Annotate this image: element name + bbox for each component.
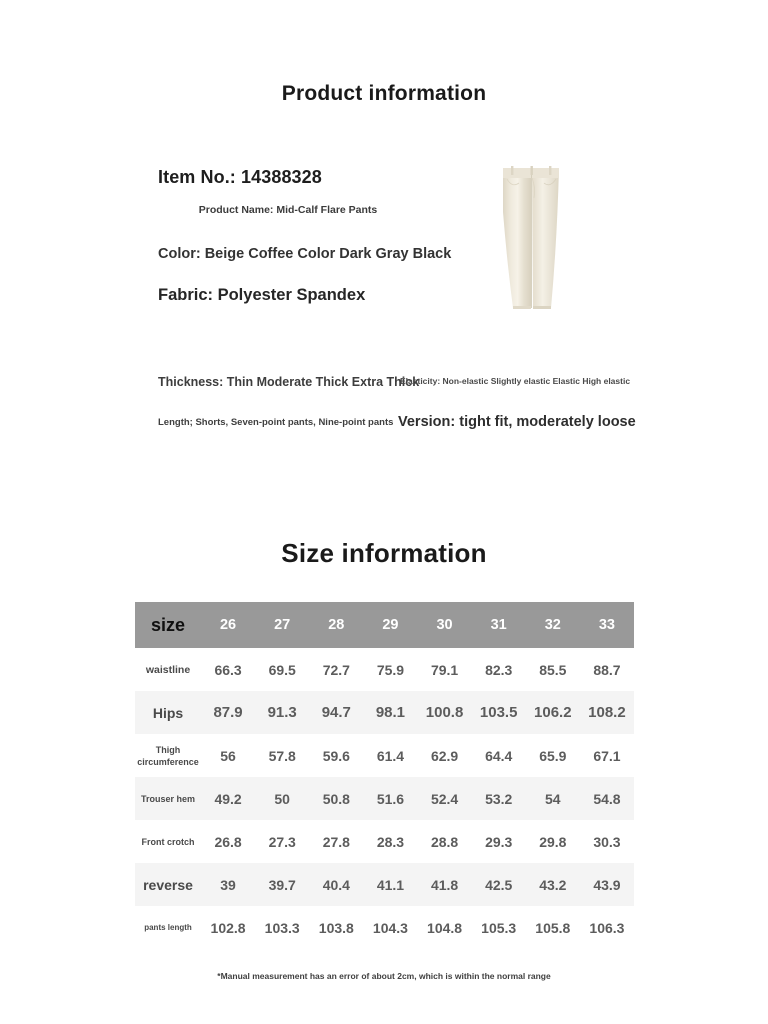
cell-waistline-30: 79.1 bbox=[418, 648, 472, 691]
cell-pants-length-28: 103.8 bbox=[309, 906, 363, 949]
cell-pants-length-27: 103.3 bbox=[255, 906, 309, 949]
cell-trouser-hem-31: 53.2 bbox=[472, 777, 526, 820]
row-label-reverse: reverse bbox=[135, 863, 201, 906]
header-cell-size-28: 28 bbox=[309, 602, 363, 648]
table-row bbox=[135, 777, 634, 820]
product-name: Product Name: Mid-Calf Flare Pants bbox=[198, 204, 378, 216]
cell-waistline-32: 85.5 bbox=[526, 648, 580, 691]
cell-reverse-33: 43.9 bbox=[580, 863, 634, 906]
cell-hips-33: 108.2 bbox=[580, 691, 634, 734]
row-label-pants-length: pants length bbox=[135, 906, 201, 949]
size-table-header bbox=[135, 602, 634, 648]
cell-reverse-30: 41.8 bbox=[418, 863, 472, 906]
cell-pants-length-33: 106.3 bbox=[580, 906, 634, 949]
table-row bbox=[135, 734, 634, 777]
header-cell-size-27: 27 bbox=[255, 602, 309, 648]
product-information-title: Product information bbox=[281, 82, 487, 105]
cell-trouser-hem-32: 54 bbox=[526, 777, 580, 820]
row-label-hips: Hips bbox=[135, 691, 201, 734]
product-photo bbox=[487, 152, 577, 317]
cell-waistline-29: 75.9 bbox=[363, 648, 417, 691]
cell-hips-26: 87.9 bbox=[201, 691, 255, 734]
cell-front-crotch-27: 27.3 bbox=[255, 820, 309, 863]
cell-waistline-26: 66.3 bbox=[201, 648, 255, 691]
table-row bbox=[135, 691, 634, 734]
header-cell-size-31: 31 bbox=[472, 602, 526, 648]
table-header-row bbox=[135, 602, 634, 648]
header-cell-size-29: 29 bbox=[363, 602, 417, 648]
header-cell-size-32: 32 bbox=[526, 602, 580, 648]
cell-reverse-31: 42.5 bbox=[472, 863, 526, 906]
product-elasticity: Elasticity: Non-elastic Slightly elastic Elastic High elastic bbox=[400, 376, 631, 386]
cell-thigh-26: 56 bbox=[201, 734, 255, 777]
cell-reverse-32: 43.2 bbox=[526, 863, 580, 906]
header-cell-size-33: 33 bbox=[580, 602, 634, 648]
header-cell-size: size bbox=[135, 602, 201, 648]
size-information-title: Size information bbox=[281, 538, 487, 568]
row-label-trouser-hem: Trouser hem bbox=[135, 777, 201, 820]
product-thickness: Thickness: Thin Moderate Thick Extra Thick bbox=[158, 375, 420, 389]
cell-thigh-27: 57.8 bbox=[255, 734, 309, 777]
cell-thigh-30: 62.9 bbox=[418, 734, 472, 777]
cell-front-crotch-28: 27.8 bbox=[309, 820, 363, 863]
pants-illustration bbox=[487, 152, 577, 317]
cell-hips-29: 98.1 bbox=[363, 691, 417, 734]
cell-waistline-31: 82.3 bbox=[472, 648, 526, 691]
size-chart-table bbox=[135, 602, 634, 949]
row-label-waistline: waistline bbox=[135, 648, 201, 691]
cell-trouser-hem-29: 51.6 bbox=[363, 777, 417, 820]
cell-trouser-hem-26: 49.2 bbox=[201, 777, 255, 820]
cell-reverse-29: 41.1 bbox=[363, 863, 417, 906]
cell-reverse-27: 39.7 bbox=[255, 863, 309, 906]
cell-trouser-hem-30: 52.4 bbox=[418, 777, 472, 820]
cell-thigh-33: 67.1 bbox=[580, 734, 634, 777]
cell-front-crotch-30: 28.8 bbox=[418, 820, 472, 863]
product-color: Color: Beige Coffee Color Dark Gray Black bbox=[158, 246, 452, 262]
row-label-thigh-circumference: Thigh circumference bbox=[135, 734, 201, 777]
cell-hips-30: 100.8 bbox=[418, 691, 472, 734]
cell-trouser-hem-27: 50 bbox=[255, 777, 309, 820]
table-row bbox=[135, 648, 634, 691]
cell-pants-length-26: 102.8 bbox=[201, 906, 255, 949]
cell-thigh-31: 64.4 bbox=[472, 734, 526, 777]
cell-front-crotch-26: 26.8 bbox=[201, 820, 255, 863]
table-row bbox=[135, 820, 634, 863]
cell-front-crotch-33: 30.3 bbox=[580, 820, 634, 863]
cell-hips-28: 94.7 bbox=[309, 691, 363, 734]
cell-pants-length-29: 104.3 bbox=[363, 906, 417, 949]
cell-thigh-28: 59.6 bbox=[309, 734, 363, 777]
table-row bbox=[135, 863, 634, 906]
cell-pants-length-31: 105.3 bbox=[472, 906, 526, 949]
product-fabric: Fabric: Polyester Spandex bbox=[158, 286, 366, 304]
product-length: Length; Shorts, Seven-point pants, Nine-point pants bbox=[158, 417, 394, 428]
cell-pants-length-32: 105.8 bbox=[526, 906, 580, 949]
cell-trouser-hem-28: 50.8 bbox=[309, 777, 363, 820]
cell-thigh-29: 61.4 bbox=[363, 734, 417, 777]
cell-reverse-28: 40.4 bbox=[309, 863, 363, 906]
row-label-front-crotch: Front crotch bbox=[135, 820, 201, 863]
cell-thigh-32: 65.9 bbox=[526, 734, 580, 777]
product-version: Version: tight fit, moderately loose bbox=[398, 414, 636, 430]
cell-trouser-hem-33: 54.8 bbox=[580, 777, 634, 820]
cell-reverse-26: 39 bbox=[201, 863, 255, 906]
cell-front-crotch-32: 29.8 bbox=[526, 820, 580, 863]
table-row bbox=[135, 906, 634, 949]
size-table-body bbox=[135, 648, 634, 949]
measurement-footnote: *Manual measurement has an error of about 2cm, which is within the normal range bbox=[217, 971, 551, 981]
cell-hips-27: 91.3 bbox=[255, 691, 309, 734]
cell-front-crotch-31: 29.3 bbox=[472, 820, 526, 863]
header-cell-size-26: 26 bbox=[201, 602, 255, 648]
cell-hips-32: 106.2 bbox=[526, 691, 580, 734]
item-number: Item No.: 14388328 bbox=[158, 167, 322, 187]
cell-waistline-33: 88.7 bbox=[580, 648, 634, 691]
header-cell-size-30: 30 bbox=[418, 602, 472, 648]
cell-front-crotch-29: 28.3 bbox=[363, 820, 417, 863]
cell-hips-31: 103.5 bbox=[472, 691, 526, 734]
cell-pants-length-30: 104.8 bbox=[418, 906, 472, 949]
cell-waistline-28: 72.7 bbox=[309, 648, 363, 691]
cell-waistline-27: 69.5 bbox=[255, 648, 309, 691]
